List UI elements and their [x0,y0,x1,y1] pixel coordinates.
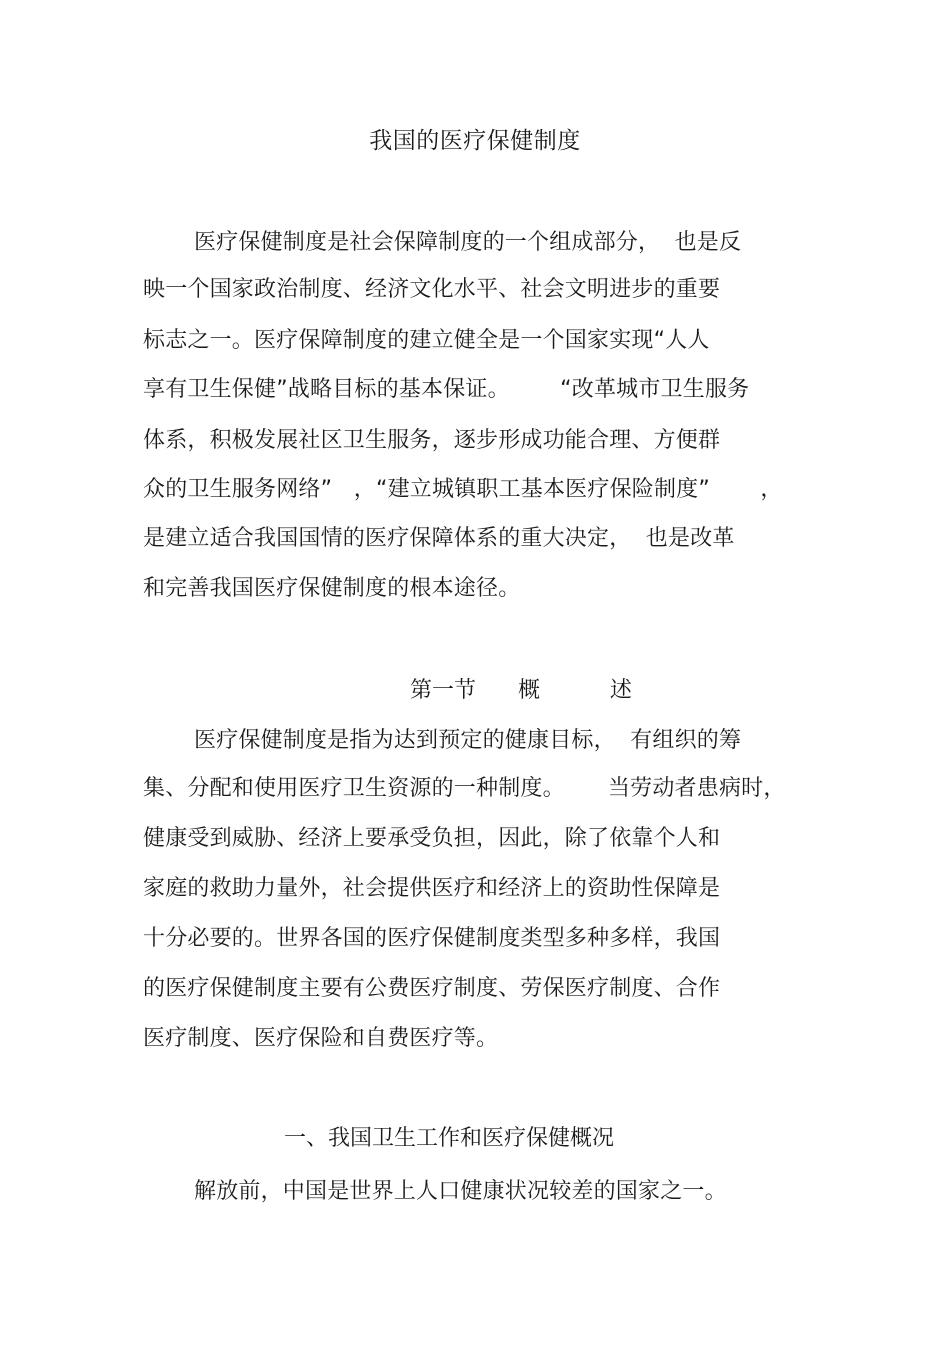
subsection1-line-1: 解放前，中国是世界上人口健康状况较差的国家之一。 [194,1179,727,1204]
intro-line-5: 体系，积极发展社区卫生服务，逐步形成功能合理、方便群 [143,428,721,453]
subsection-heading: 一、我国卫生工作和医疗保健概况 [284,1126,615,1151]
intro-line-4: 享有卫生保健”战略目标的基本保证。 “改革城市卫生服务 [143,377,750,402]
section1-line-1: 医疗保健制度是指为达到预定的健康目标， 有组织的筹 [194,728,742,753]
document-title: 我国的医疗保健制度 [369,128,581,154]
intro-line-6: 众的卫生服务网络” ，“建立城镇职工基本医疗保险制度” ， [143,477,783,502]
intro-line-2: 映一个国家政治制度、经济文化水平、社会文明进步的重要 [143,277,721,302]
intro-line-3: 标志之一。医疗保障制度的建立健全是一个国家实现“人人 [143,328,710,353]
section1-line-4: 家庭的救助力量外，社会提供医疗和经济上的资助性保障是 [143,876,721,901]
section1-line-2: 集、分配和使用医疗卫生资源的一种制度。 当劳动者患病时， [143,776,786,801]
section1-line-5: 十分必要的。世界各国的医疗保健制度类型多种多样，我国 [143,926,721,951]
intro-line-7: 是建立适合我国国情的医疗保障体系的重大决定， 也是改革 [143,526,735,551]
section1-line-7: 医疗制度、医疗保险和自费医疗等。 [143,1026,499,1051]
section1-line-3: 健康受到威胁、经济上要承受负担，因此，除了依靠个人和 [143,826,721,851]
section1-line-6: 的医疗保健制度主要有公费医疗制度、劳保医疗制度、合作 [143,976,721,1001]
intro-line-8: 和完善我国医疗保健制度的根本途径。 [143,576,521,601]
section-heading: 第一节 概 述 [410,678,632,703]
intro-line-1: 医疗保健制度是社会保障制度的一个组成部分， 也是反 [194,230,742,255]
